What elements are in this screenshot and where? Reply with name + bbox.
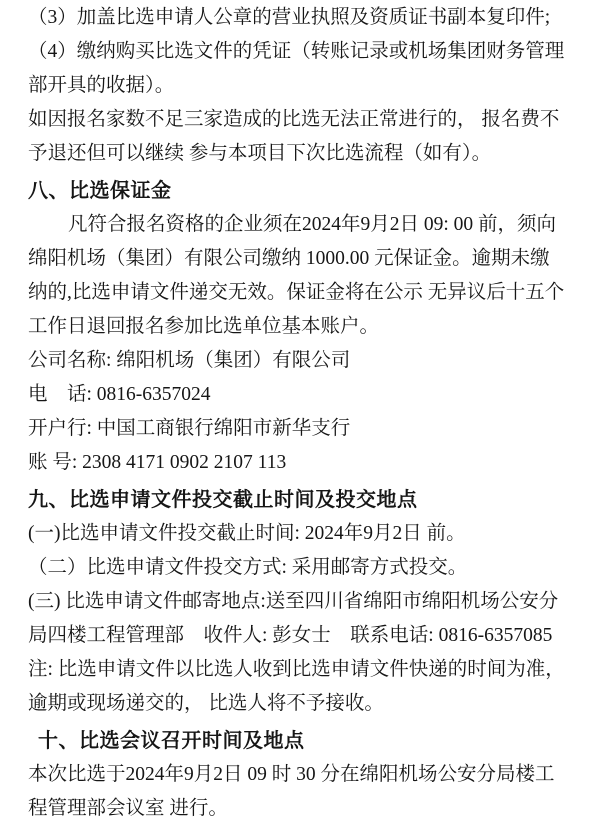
section-heading-8-deposit: 八、比选保证金 (28, 180, 172, 202)
doc-line-bank: 开户行: 中国工商银行绵阳市新华支行 (28, 418, 351, 439)
doc-line-meeting-2: 程管理部会议室 进行。 (28, 798, 228, 819)
section-heading-10-meeting: 十、比选会议召开时间及地点 (38, 730, 305, 752)
doc-line-mail-address-1: (三) 比选申请文件邮寄地点:送至四川省绵阳市绵阳机场公安分 (28, 591, 559, 612)
doc-line-mail-address-2: 局四楼工程管理部 收件人: 彭女士 联系电话: 0816-6357085 (28, 625, 553, 646)
doc-line-meeting-1: 本次比选于2024年9月2日 09 时 30 分在绵阳机场公安分局楼工 (28, 764, 555, 785)
doc-line-item3: （3）加盖比选申请人公章的营业执照及资质证书副本复印件; (28, 7, 551, 28)
doc-line-deposit-2: 绵阳机场（集团）有限公司缴纳 1000.00 元保证金。逾期未缴 (28, 248, 550, 269)
doc-line-item4-cont: 部开具的收据）。 (28, 75, 175, 96)
doc-line-note-fee-cont: 予退还但可以继续 参与本项目下次比选流程（如有）。 (28, 143, 492, 164)
doc-line-item4: （4）缴纳购买比选文件的凭证（转账记录或机场集团财务管理 (28, 41, 565, 62)
doc-line-note-2: 逾期或现场递交的， 比选人将不予接收。 (28, 693, 384, 714)
doc-line-account-number: 账 号: 2308 4171 0902 2107 113 (28, 452, 287, 473)
doc-line-company-name: 公司名称: 绵阳机场（集团）有限公司 (28, 350, 351, 371)
doc-line-deposit-3: 纳的,比选申请文件递交无效。保证金将在公示 无异议后十五个 (28, 282, 565, 303)
section-heading-9-submission: 九、比选申请文件投交截止时间及投交地点 (28, 489, 418, 511)
doc-line-deadline: (一)比选申请文件投交截止时间: 2024年9月2日 前。 (28, 523, 466, 544)
doc-line-deposit-4: 工作日退回报名参加比选单位基本账户。 (28, 316, 380, 337)
doc-line-deposit-1: 凡符合报名资格的企业须在2024年9月2日 09: 00 前，须向 (68, 214, 557, 235)
doc-line-phone: 电 话: 0816-6357024 (28, 384, 211, 405)
doc-line-note-fee: 如因报名家数不足三家造成的比选无法正常进行的， 报名费不 (28, 109, 560, 130)
doc-line-method: （二）比选申请文件投交方式: 采用邮寄方式投交。 (28, 557, 468, 578)
doc-line-note-1: 注: 比选申请文件以比选人收到比选申请文件快递的时间为准， (28, 659, 565, 680)
